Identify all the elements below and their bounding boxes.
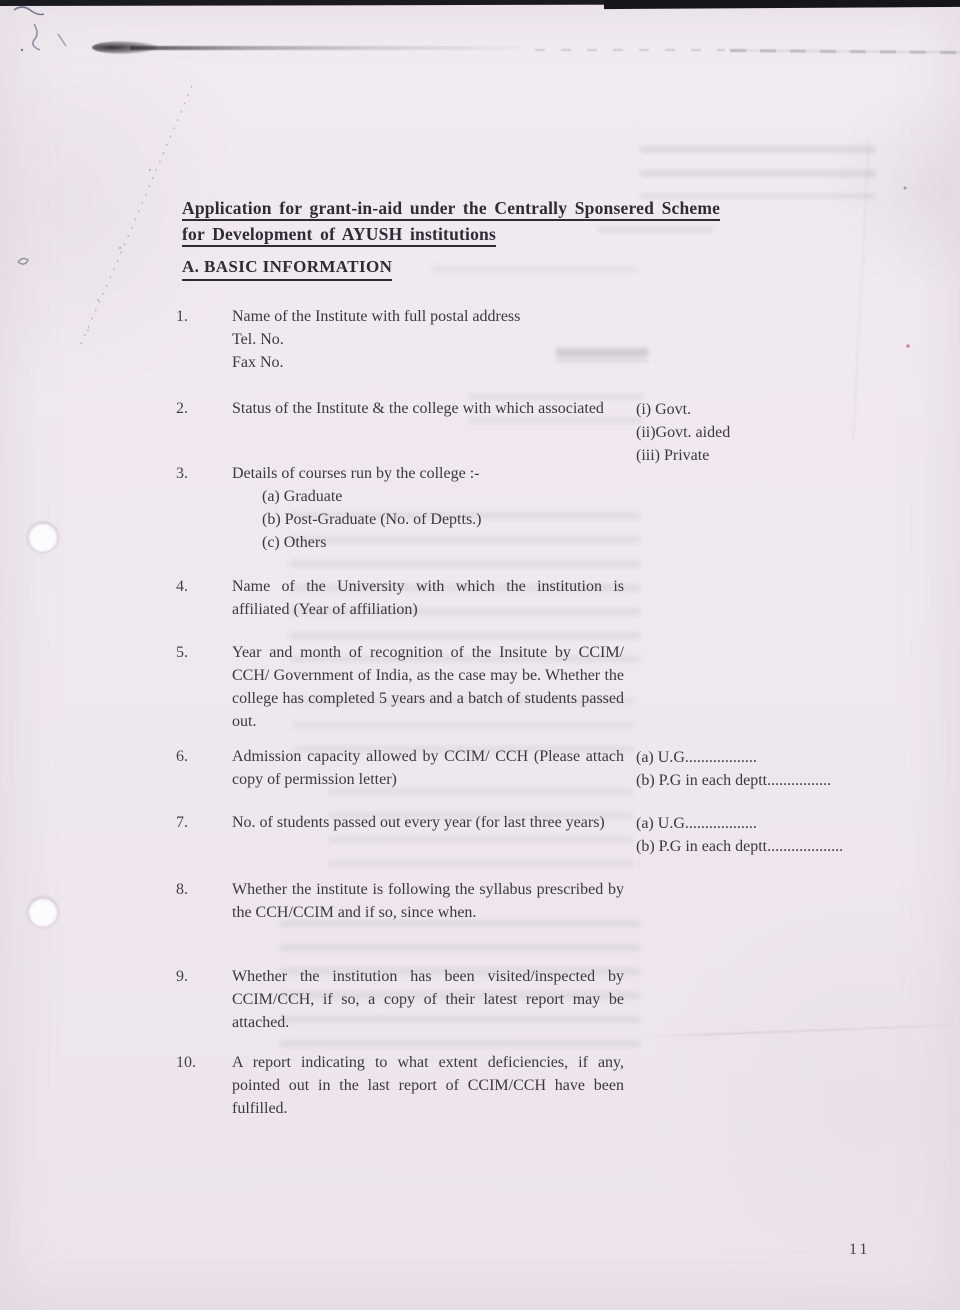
item-number: 5. <box>176 644 188 661</box>
item-number: 3. <box>176 465 188 482</box>
item-body <box>232 397 624 420</box>
document-title <box>182 196 882 248</box>
form-item <box>176 462 946 554</box>
bleedthrough-text-smudge <box>640 146 875 198</box>
form-item <box>176 811 946 855</box>
item-body <box>232 811 624 834</box>
item-body <box>232 462 624 554</box>
item-text: Details of courses run by the college :- <box>232 465 480 482</box>
punch-hole-bottom <box>28 897 58 927</box>
page-number: 11 <box>849 1241 871 1258</box>
form-item <box>176 745 946 791</box>
item-line: Name of the Institute with full postal address <box>232 308 521 325</box>
item-text: Whether the institution has been visited/inspected by CCIM/CCH, if so, a copy of their latest report may be attached. <box>232 968 624 1031</box>
item-body <box>232 745 624 791</box>
item-text: Status of the Institute & the college with which associated <box>232 400 604 417</box>
item-right-line: (iii) Private <box>636 447 710 464</box>
item-body <box>232 641 624 733</box>
document-title-line1: Application for grant-in-aid under the Centrally Sponsered Scheme <box>182 198 720 221</box>
form-item <box>176 305 946 374</box>
item-number: 7. <box>176 814 188 831</box>
item-text: No. of students passed out every year (for last three years) <box>232 814 605 831</box>
pen-mark-left-edge <box>18 258 28 264</box>
item-right-column <box>636 398 938 467</box>
item-number: 1. <box>176 308 188 325</box>
item-sub-line: (a) Graduate <box>262 488 343 505</box>
form-item <box>176 878 946 924</box>
item-number: 8. <box>176 881 188 898</box>
form-item <box>176 641 946 733</box>
item-right-line: (ii)Govt. aided <box>636 424 731 441</box>
item-number: 2. <box>176 400 188 417</box>
item-sub-line: (b) Post-Graduate (No. of Deptts.) <box>262 511 482 528</box>
item-number: 10. <box>176 1054 196 1071</box>
item-text: A report indicating to what extent deficiencies, if any, pointed out in the last report of CCIM/CCH have been fulfilled. <box>232 1054 624 1117</box>
section-heading: A. BASIC INFORMATION <box>182 257 392 281</box>
pencil-smudge-streak <box>130 46 530 50</box>
item-body <box>232 575 624 621</box>
document-title-line2: for Development of AYUSH institutions <box>182 224 496 247</box>
form-items <box>176 300 946 1120</box>
form-item <box>176 1051 946 1120</box>
form-item <box>176 575 946 621</box>
item-line: Tel. No. <box>232 331 284 348</box>
item-right-line: (b) P.G in each deptt................... <box>636 838 844 855</box>
item-number: 6. <box>176 748 188 765</box>
pencil-smudge-dashes-right <box>730 49 960 54</box>
bleedthrough-text-smudge <box>432 266 637 288</box>
item-right-column <box>636 812 938 858</box>
item-text: Year and month of recognition of the Insitute by CCIM/ CCH/ Government of India, as the case may be. Whether the college has completed 5 years and a batch of students passed out. <box>232 644 624 730</box>
item-text: Whether the institute is following the syllabus prescribed by the CCH/CCIM and if so, since when. <box>232 881 624 921</box>
item-number: 9. <box>176 968 188 985</box>
item-body <box>232 1051 624 1120</box>
punch-hole-top <box>28 522 58 552</box>
pencil-smudge-dashes-middle <box>535 49 725 51</box>
crease-specks <box>87 169 151 331</box>
item-body <box>232 965 624 1034</box>
form-item <box>176 965 946 1034</box>
item-right-line: (i) Govt. <box>636 401 692 418</box>
pen-scribble-top-left <box>14 7 66 51</box>
item-right-line: (b) P.G in each deptt................ <box>636 772 832 789</box>
form-item <box>176 397 946 464</box>
item-body <box>232 305 624 374</box>
item-text: Admission capacity allowed by CCIM/ CCH (Please attach copy of permission letter) <box>232 748 624 788</box>
item-sub-line: (c) Others <box>262 534 327 551</box>
scanner-edge-band-right <box>604 0 960 9</box>
item-right-line: (a) U.G.................. <box>636 749 757 766</box>
item-text: Name of the University with which the institution is affiliated (Year of affiliation) <box>232 578 624 618</box>
item-line: Fax No. <box>232 354 284 371</box>
item-right-line: (a) U.G.................. <box>636 815 757 832</box>
item-number: 4. <box>176 578 188 595</box>
item-right-column <box>636 746 938 792</box>
ink-speck <box>904 187 907 190</box>
item-body <box>232 878 624 924</box>
